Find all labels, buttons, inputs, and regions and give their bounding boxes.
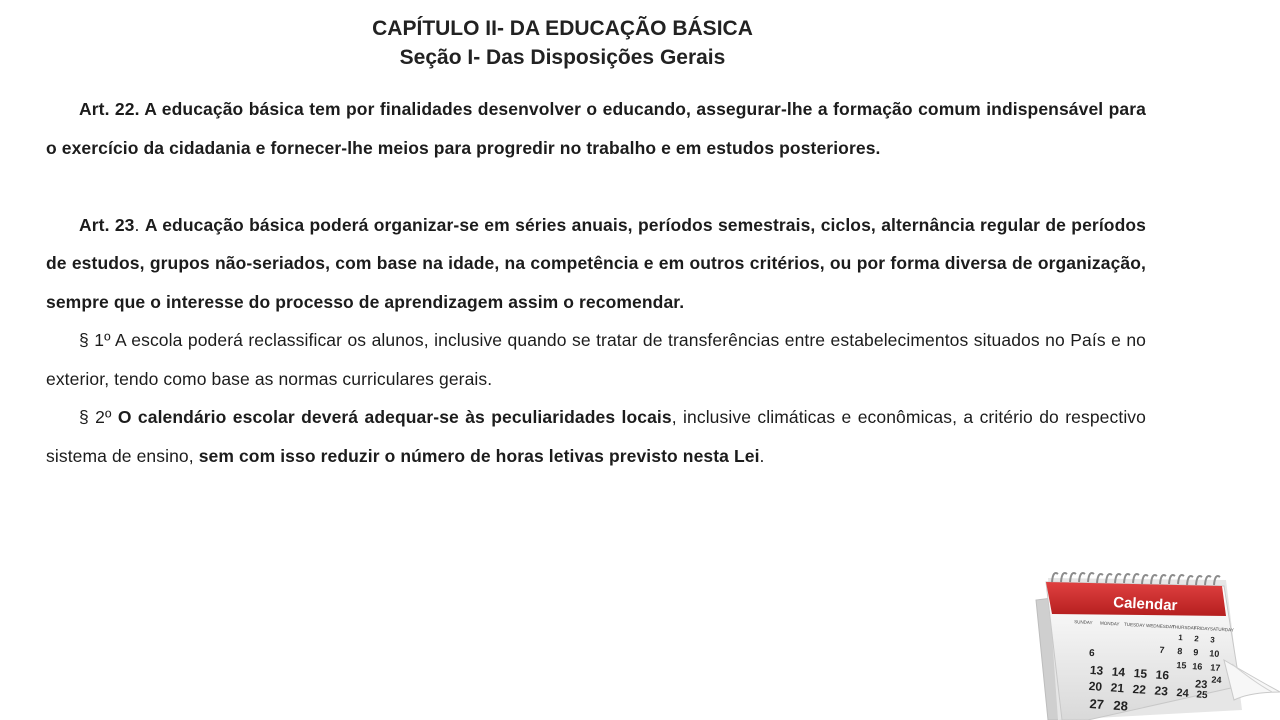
calendar-day: 25 xyxy=(1195,689,1208,702)
weekday-label: MONDAY xyxy=(1099,620,1120,627)
calendar-day: 7 xyxy=(1159,644,1165,656)
calendar-page-curl xyxy=(1224,660,1280,700)
calendar-day: 23 xyxy=(1194,678,1208,692)
paragraph-2-bold-2: sem com isso reduzir o número de horas letivas previsto nesta Lei xyxy=(198,445,760,466)
paragraph-2 xyxy=(46,398,1146,475)
calendar-day: 24 xyxy=(1211,674,1222,686)
calendar-day: 9 xyxy=(1193,647,1199,658)
calendar-day: 6 xyxy=(1088,647,1095,660)
calendar-day: 21 xyxy=(1110,680,1125,696)
document-body xyxy=(46,90,1146,475)
article-23 xyxy=(46,206,1146,322)
calendar-day: 14 xyxy=(1111,664,1126,680)
weekday-label: WEDNESDAY xyxy=(1145,622,1175,630)
article-23-separator: . xyxy=(134,214,145,235)
paragraph-2-bold-1: O calendário escolar deverá adequar-se às peculiaridades locais xyxy=(117,407,672,427)
paragraph-2-end: . xyxy=(759,445,765,466)
paragraph-spacer xyxy=(46,167,1146,206)
calendar-illustration xyxy=(1028,560,1280,720)
calendar-day: 24 xyxy=(1176,687,1190,700)
calendar-title: Calendar xyxy=(1112,594,1178,615)
calendar-day: 13 xyxy=(1089,662,1104,678)
calendar-day: 3 xyxy=(1209,635,1216,645)
weekday-label: THURSDAY xyxy=(1171,624,1197,631)
calendar-day: 22 xyxy=(1132,681,1147,697)
calendar-day: 16 xyxy=(1155,667,1170,683)
section-title: Seção I- Das Disposições Gerais xyxy=(399,46,726,69)
calendar-day: 28 xyxy=(1112,697,1129,714)
calendar-day: 15 xyxy=(1176,659,1187,671)
calendar-day: 23 xyxy=(1154,683,1169,699)
calendar-day: 16 xyxy=(1192,661,1203,672)
article-23-text: A educação básica poderá organizar-se em séries anuais, períodos semestrais, ciclos, alternância regular de períodos de estudos, grupos não-seriados, com base na idade, na competência e em outros critérios, ou por forma diversa de organização, sempre que o interesse do processo de aprendizagem assim o recomendar. xyxy=(46,214,1146,312)
calendar-day: 10 xyxy=(1208,648,1220,659)
paragraph-2-prefix: § 2º xyxy=(79,407,118,427)
heading xyxy=(0,14,1125,72)
paragraph-1: § 1º A escola poderá reclassificar os alunos, inclusive quando se tratar de transferências entre estabelecimentos situados no País e no exterior, tendo como base as normas curriculares gerais. xyxy=(46,330,1146,389)
calendar-day: 15 xyxy=(1133,666,1148,681)
weekday-label: SATURDAY xyxy=(1209,626,1234,633)
article-23-label: Art. 23 xyxy=(79,214,135,235)
calendar-day: 17 xyxy=(1209,662,1221,674)
chapter-title: CAPÍTULO II- DA EDUCAÇÃO BÁSICA xyxy=(372,17,753,40)
paragraph-2-middle: , inclusive climáticas e econômicas, a critério do respectivo sistema de ensino, xyxy=(46,407,1146,466)
weekday-label: SUNDAY xyxy=(1074,619,1093,626)
weekday-label: TUESDAY xyxy=(1123,621,1146,628)
calendar-day: 8 xyxy=(1177,646,1183,657)
calendar-day: 2 xyxy=(1193,634,1200,644)
article-22: Art. 22. A educação básica tem por finalidades desenvolver o educando, assegurar-lhe a formação comum indispensável para o exercício da cidadania e fornecer-lhe meios para progredir no trabalho e em estudos posteriores. xyxy=(46,99,1146,158)
weekday-label: FRIDAY xyxy=(1193,625,1211,632)
calendar-day: 20 xyxy=(1088,678,1103,694)
calendar-day: 1 xyxy=(1178,633,1184,643)
calendar-day: 27 xyxy=(1088,696,1105,712)
